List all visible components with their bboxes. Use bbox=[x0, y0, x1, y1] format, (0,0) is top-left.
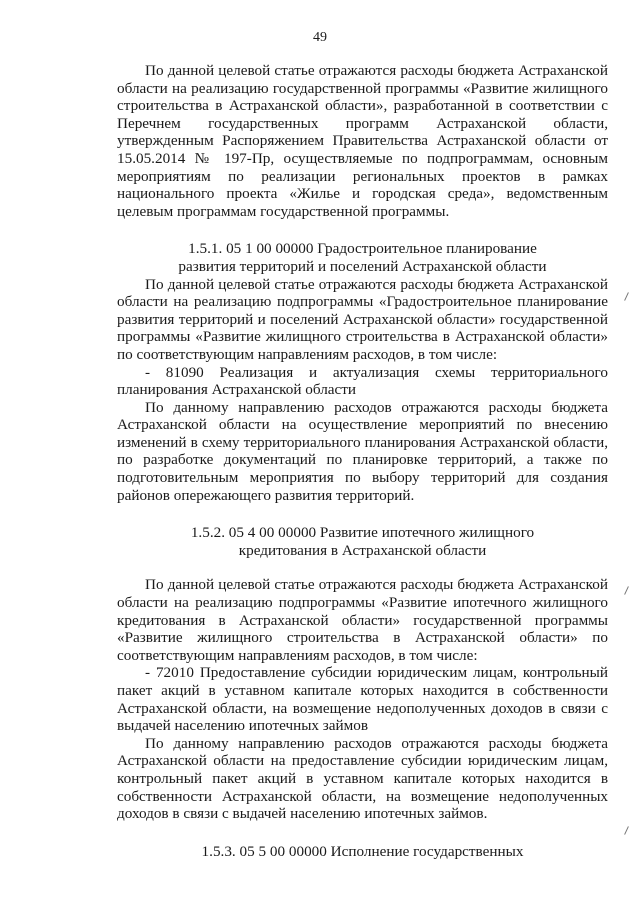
section-1-5-1-list-item: - 81090 Реализация и актуализация схемы территориального планирования Астраханской области bbox=[117, 363, 608, 399]
scan-edge-mark bbox=[624, 826, 629, 835]
section-1-5-1-explanation: По данному направлению расходов отражаются расходы бюджета Астраханской области на осуществление мероприятий по внесению изменений в схему территориального планирования Астраханской области, по разработке документаций по планировке территорий, а также по подготовительным мероприятия по выбору территорий для создания районов опережающего развития территорий. bbox=[117, 398, 608, 504]
section-1-5-2-explanation: По данному направлению расходов отражаются расходы бюджета Астраханской области на предоставление субсидии юридическим лицам, контрольный пакет акций в уставном капитале которых находится в собственности Астраханской области, на возмещение недополученных доходов в связи с выдачей населению ипотечных займов. bbox=[117, 734, 608, 823]
section-1-5-2-paragraph: По данной целевой статье отражаются расходы бюджета Астраханской области на реализацию подпрограммы «Развитие ипотечного жилищного кредитования в Астраханской области» государственной программы «Развитие жилищного строительства в Астраханской области» по соответствующим направлениям расходов, в том числе: bbox=[117, 576, 608, 664]
section-heading-1-5-1-line2: развития территорий и поселений Астраханской области bbox=[178, 257, 547, 275]
section-1-5-1-paragraph: По данной целевой статье отражаются расходы бюджета Астраханской области на реализацию подпрограммы «Градостроительное планирование развития территорий и поселений Астраханской области» государственной программы «Развитие жилищного строительства в Астраханской области» по соответствующим направлениям расходов, в том числе: bbox=[117, 275, 608, 363]
section-heading-1-5-3-line1: 1.5.3. 05 5 00 00000 Исполнение государственных bbox=[201, 842, 524, 860]
scan-edge-mark bbox=[624, 586, 629, 595]
document-body bbox=[117, 62, 608, 860]
intro-paragraph: По данной целевой статье отражаются расходы бюджета Астраханской области на реализацию государственной программы «Развитие жилищного строительства в Астраханской области», разработанной в соответствии с Перечнем государственных программ Астраханской области, утвержденным Распоряжением Правительства Астраханской области от 15.05.2014 № 197-Пр, осуществляемые по подпрограммам, основным мероприятиям по реализации региональных проектов в рамках национального проекта «Жилье и городская среда», ведомственным целевым программам государственной программы. bbox=[117, 62, 608, 220]
section-heading-1-5-2-line1: 1.5.2. 05 4 00 00000 Развитие ипотечного жилищного bbox=[190, 524, 535, 542]
section-1-5-2-list-item: - 72010 Предоставление субсидии юридическим лицам, контрольный пакет акций в уставном капитале которых находится в собственности Астраханской области, на возмещение недополученных доходов в связи с выдачей населению ипотечных займов bbox=[117, 664, 608, 735]
page-number: 49 bbox=[313, 30, 327, 45]
scan-edge-mark bbox=[624, 292, 629, 301]
section-heading-1-5-1-line1: 1.5.1. 05 1 00 00000 Градостроительное планирование bbox=[188, 240, 537, 258]
section-heading-1-5-2-line2: кредитования в Астраханской области bbox=[238, 541, 487, 559]
